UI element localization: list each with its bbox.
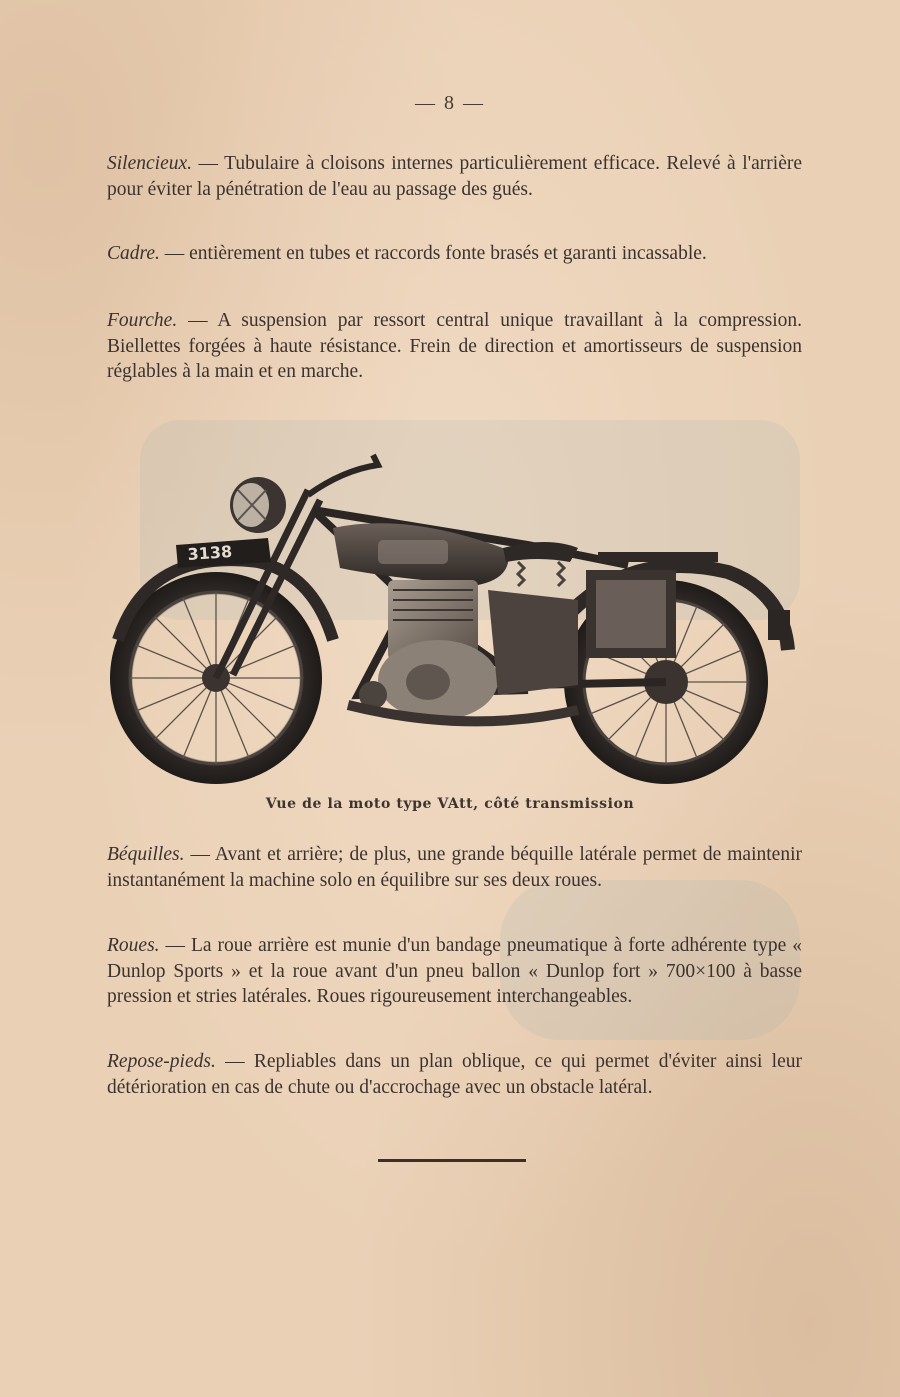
paragraph-bequilles [107,842,802,893]
paragraph-repose-pieds [107,1049,802,1100]
saddle-springs [518,562,564,586]
rear-carrier [598,552,718,562]
paragraph-term: Fourche. [107,310,178,331]
tank-badge [378,540,448,564]
paragraph-text: — entièrement en tubes et raccords fonte brasés et garanti incassable. [159,243,707,264]
paragraph-silencieux [107,151,802,202]
motorcycle-illustration [108,450,803,790]
paragraph-roues [107,933,802,1010]
paragraph-text: — Repliables dans un plan oblique, ce qui permet d'éviter ainsi leur détérioration en cas de chute ou d'accrochage avec un obstacle latéral. [107,1051,802,1098]
paragraph-fourche [107,308,802,385]
plate-number: 3138 [186,541,233,564]
end-rule-divider [378,1159,526,1162]
paragraph-cadre [107,241,802,267]
headlamp [230,477,286,533]
paragraph-text: — Tubulaire à cloisons internes particulièrement efficace. Relevé à l'arrière pour éviter la pénétration de l'eau au passage des gués. [107,153,802,200]
paragraph-term: Silencieux. [107,153,192,174]
paragraph-term: Roues. [107,935,160,956]
motorcycle-photo [108,450,803,790]
paragraph-text: — La roue arrière est munie d'un bandage pneumatique à forte adhérente type « Dunlop Sports » et la roue avant d'un pneu ballon « Dunlop fort » 700×100 à basse pression et stries latérales. Roues rigoureusement interchangeables. [107,935,802,1007]
paragraph-text: — Avant et arrière; de plus, une grande béquille latérale permet de maintenir instantanément la machine solo en équilibre sur ses deux roues. [107,844,802,891]
page-number: — 8 — [415,92,485,114]
paragraph-term: Cadre. [107,243,160,264]
paragraph-term: Repose-pieds. [107,1051,216,1072]
paragraph-term: Béquilles. [107,844,185,865]
gearbox [488,590,578,695]
rear-light [768,610,790,640]
paragraph-text: — A suspension par ressort central unique travaillant à la compression. Biellettes forgées à haute résistance. Frein de direction et amortisseurs de suspension réglables à la main et en marche. [107,310,802,382]
figure-caption: Vue de la moto type VAtt, côté transmission [265,796,635,812]
handlebar [308,455,378,495]
tool-box [586,570,676,658]
